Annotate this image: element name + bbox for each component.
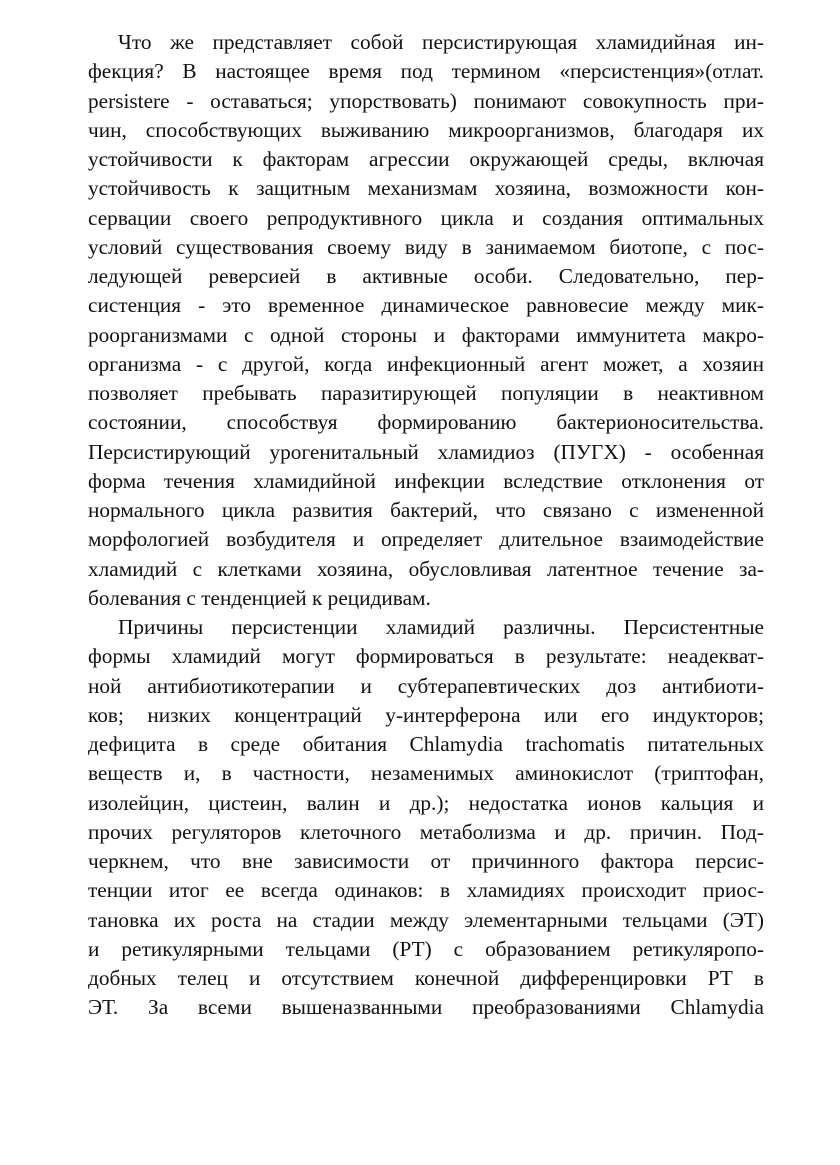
text-line: прочих регуляторов клеточного метаболизма и др. причин. Под- [88,819,764,844]
text-line: роорганизмами с одной стороны и факторами иммунитета макро- [88,322,764,347]
text-line: состоянии, способствуя формированию бактерионосительства. [88,410,764,435]
text-line: ной антибиотикотерапии и субтерапевтических доз антибиоти- [88,673,764,698]
text-line: Персистирующий урогенитальный хламидиоз (ПУГХ) - особенная [88,439,764,464]
text-line: Что же представляет собой персистирующая хламидийная ин- [118,30,764,54]
text-line: условий существования своему виду в занимаемом биотопе, с пос- [88,234,764,259]
text-line: формы хламидий могут формироваться в результате: неадекват- [88,644,764,669]
text-line: Причины персистенции хламидий различны. Персистентные [118,615,764,639]
text-line: ков; низких концентраций у-интерферона или его индукторов; [88,702,764,727]
text-line: систенция - это временное динамическое равновесие между мик- [88,293,764,318]
text-line: ЭТ. За всеми вышеназванными преобразованиями Chlamydia [88,995,764,1020]
paragraph-persistent-infection [88,28,764,613]
text-line: позволяет пребывать паразитирующей популяции в неактивном [88,381,764,405]
text-line: добных телец и отсутствием конечной дифференцировки РТ в [88,966,764,990]
text-line: веществ и, в частности, незаменимых аминокислот (триптофан, [88,761,764,786]
text-line: морфологией возбудителя и определяет длительное взаимодействие [88,527,764,552]
text-line: persistere - оставаться; упорствовать) понимают совокупность при- [88,88,764,113]
text-line: тенции итог ее всегда одинаков: в хламидиях происходит приос- [88,878,764,903]
text-line: ледующей реверсией в активные особи. Следовательно, пер- [88,264,764,288]
text-line: болевания с тенденцией к рецидивам. [88,585,431,610]
text-line: хламидий с клетками хозяина, обусловливая латентное течение за- [88,556,764,581]
text-line: и ретикулярными тельцами (РТ) с образованием ретикуляропо- [88,936,764,961]
text-line: дефицита в среде обитания Chlamydia trachomatis питательных [88,732,764,756]
document-page [88,28,764,1023]
text-line: чин, способствующих выживанию микроорганизмов, благодаря их [88,117,764,142]
text-line: тановка их роста на стадии между элементарными тельцами (ЭТ) [88,907,764,932]
text-line: организма - с другой, когда инфекционный агент может, а хозяин [88,351,764,376]
text-line: черкнем, что вне зависимости от причинного фактора персис- [88,849,764,873]
text-line: фекция? В настоящее время под термином «персистенция»(отлат. [88,59,764,84]
text-line: изолейцин, цистеин, валин и др.); недостатка ионов кальция и [88,790,764,815]
text-line: устойчивости к факторам агрессии окружающей среды, включая [88,147,764,171]
paragraph-persistence-causes [88,613,764,1023]
text-line: нормального цикла развития бактерий, что связано с измененной [88,498,764,522]
text-line: устойчивость к защитным механизмам хозяина, возможности кон- [88,176,764,201]
text-line: сервации своего репродуктивного цикла и создания оптимальных [88,205,764,230]
text-line: форма течения хламидийной инфекции вследствие отклонения от [88,468,764,493]
